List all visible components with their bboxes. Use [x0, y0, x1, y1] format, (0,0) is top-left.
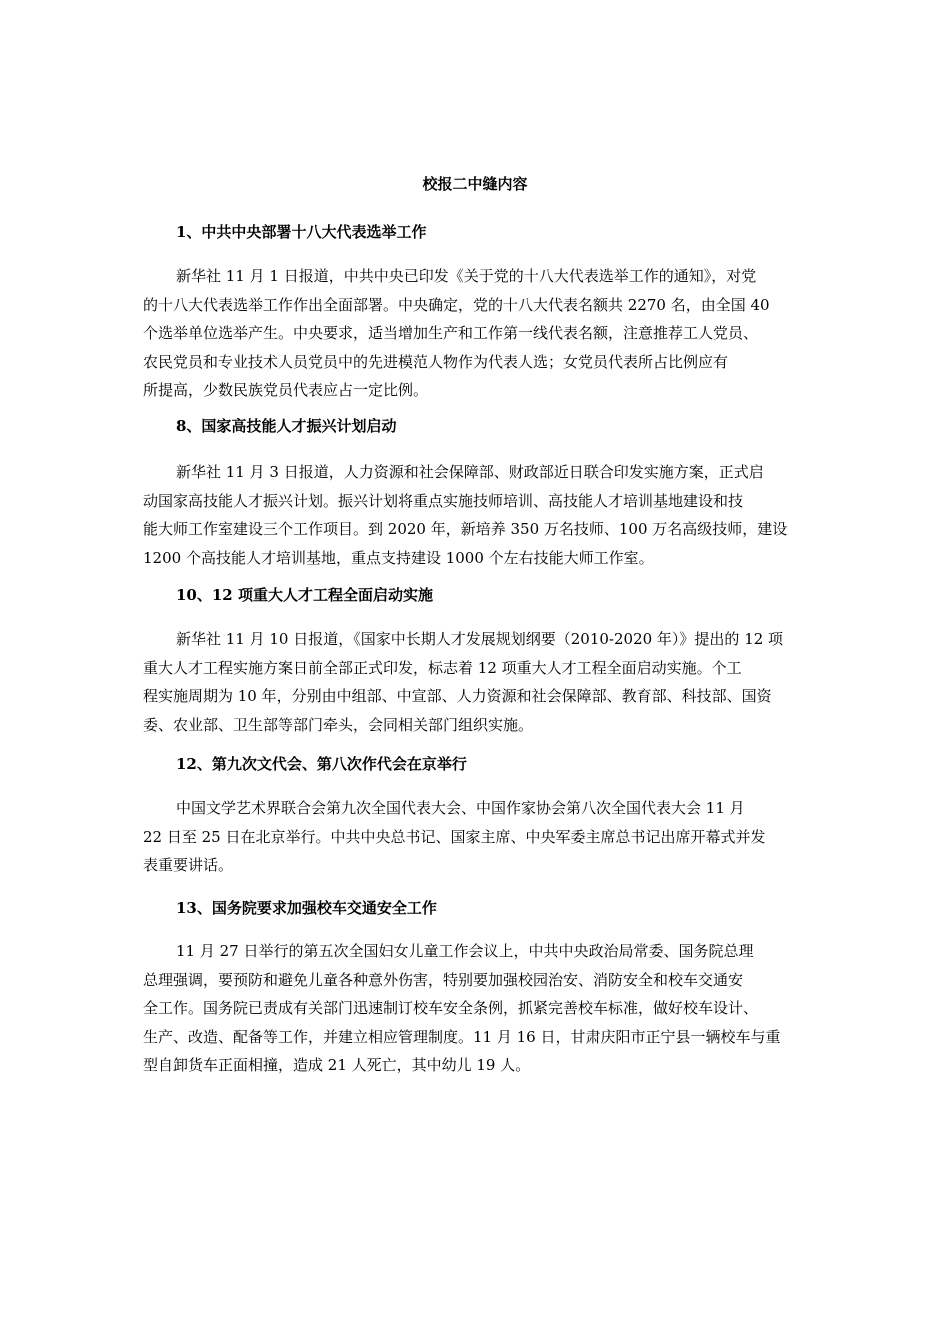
paragraph-line: 委、农业部、卫生部等部门牵头，会同相关部门组织实施。 [143, 715, 534, 734]
section-paragraph [143, 937, 809, 1080]
paragraph-line: 程实施周期为 10 年，分别由中组部、中宣部、人力资源和社会保障部、教育部、科技部、国资 [143, 687, 772, 705]
paragraph-line: 11 月 27 日举行的第五次全国妇女儿童工作会议上，中共中央政治局常委、国务院总理 [176, 942, 754, 960]
section-paragraph [143, 625, 809, 739]
section-heading: 10、12 项重大人才工程全面启动实施 [176, 586, 433, 604]
paragraph-line: 总理强调，要预防和避免儿童各种意外伤害，特别要加强校园治安、消防安全和校车交通安 [143, 970, 744, 989]
paragraph-line: 新华社 11 月 10 日报道，《国家中长期人才发展规划纲要（2010-2020 年）》提出的 12 项 [176, 630, 784, 648]
section-heading: 12、第九次文代会、第八次作代会在京举行 [176, 755, 467, 773]
section-paragraph [143, 794, 809, 880]
paragraph-line: 22 日至 25 日在北京举行。中共中央总书记、国家主席、中央军委主席总书记出席开幕式并发 [143, 827, 766, 846]
section-heading: 13、国务院要求加强校车交通安全工作 [176, 899, 437, 917]
document-title: 校报二中缝内容 [422, 175, 528, 193]
paragraph-line: 动国家高技能人才振兴计划。振兴计划将重点实施技师培训、高技能人才培训基地建设和技 [143, 491, 744, 510]
paragraph-line: 1200 个高技能人才培训基地，重点支持建设 1000 个左右技能大师工作室。 [143, 548, 654, 567]
paragraph-line: 重大人才工程实施方案日前全部正式印发，标志着 12 项重大人才工程全面启动实施。个工 [143, 658, 742, 677]
paragraph-line: 全工作。国务院已责成有关部门迅速制订校车安全条例，抓紧完善校车标准，做好校车设计、 [143, 999, 759, 1017]
paragraph-line: 所提高，少数民族党员代表应占一定比例。 [143, 381, 429, 399]
section-heading: 8、国家高技能人才振兴计划启动 [176, 417, 397, 435]
paragraph-line: 的十八大代表选举工作作出全面部署。中央确定，党的十八大代表名额共 2270 名，由全国 40 [143, 295, 770, 314]
paragraph-line: 生产、改造、配备等工作，并建立相应管理制度。11 月 16 日，甘肃庆阳市正宁县一辆校车与重 [143, 1027, 781, 1046]
paragraph-line: 能大师工作室建设三个工作项目。到 2020 年，新培养 350 万名技师、100 万名高级技师，建设 [143, 520, 788, 538]
paragraph-line: 个选举单位选举产生。中央要求，适当增加生产和工作第一线代表名额，注意推荐工人党员、 [143, 324, 759, 342]
paragraph-line: 中国文学艺术界联合会第九次全国代表大会、中国作家协会第八次全国代表大会 11 月 [176, 799, 745, 817]
section-paragraph [143, 458, 809, 572]
paragraph-line: 农民党员和专业技术人员党员中的先进模范人物作为代表人选；女党员代表所占比例应有 [143, 352, 729, 371]
section-heading: 1、中共中央部署十八大代表选举工作 [176, 223, 427, 241]
paragraph-line: 型自卸货车正面相撞，造成 21 人死亡，其中幼儿 19 人。 [143, 1056, 531, 1074]
paragraph-line: 新华社 11 月 3 日报道，人力资源和社会保障部、财政部近日联合印发实施方案，正式启 [176, 463, 764, 481]
paragraph-line: 新华社 11 月 1 日报道，中共中央已印发《关于党的十八大代表选举工作的通知》，对党 [176, 267, 757, 285]
section-paragraph [143, 262, 809, 405]
paragraph-line: 表重要讲话。 [143, 856, 234, 874]
